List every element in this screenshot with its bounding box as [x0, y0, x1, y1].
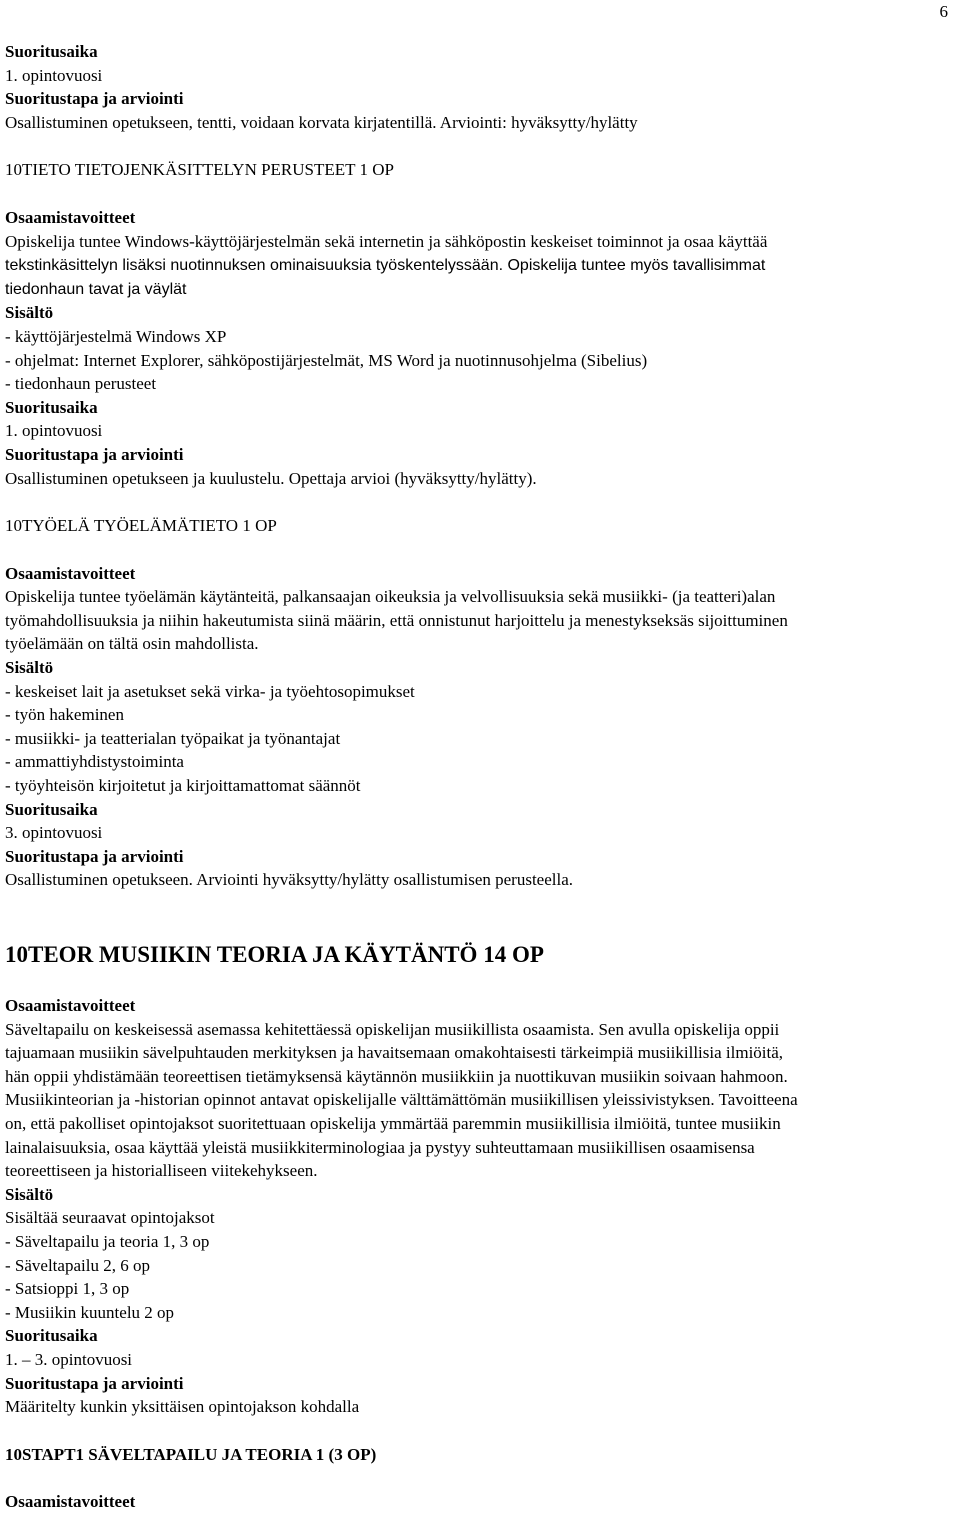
- osaamistavoitteet-line: [5, 253, 957, 278]
- sisalto-item: - tiedonhaun perusteet: [5, 374, 157, 394]
- label-osaamistavoitteet: Osaamistavoitteet: [5, 563, 136, 583]
- osaamistavoitteet-line: Säveltapailu on keskeisessä asemassa kehitettäessä opiskelijan musiikillista osaamista. Sen avulla opiskelija oppii: [5, 1019, 780, 1039]
- label-osaamistavoitteet: Osaamistavoitteet: [5, 1492, 136, 1512]
- osaamistavoitteet-text: Opiskelija tuntee myös tavallisimmat: [503, 257, 766, 275]
- suoritusaika-value: 1. opintovuosi: [5, 421, 103, 441]
- sisalto-item: - ammattiyhdistystoiminta: [5, 752, 184, 772]
- osaamistavoitteet-line: hän oppii yhdistämään teoreettisen tietämyksensä käytännön musiikkiin ja nuottikuvan musiikin soivaan hahmoon.: [5, 1066, 788, 1086]
- label-osaamistavoitteet: Osaamistavoitteet: [5, 996, 136, 1015]
- section-heading: 10TIETO TIETOJENKÄSITTELYN PERUSTEET 1 OP: [5, 160, 394, 180]
- osaamistavoitteet-line: tajuamaan musiikin sävelpuhtauden merkityksen ja havaitsemaan omakohtaisesti tärkeimpiä musiikillisia ilmiöitä,: [5, 1043, 784, 1063]
- sisalto-item: - keskeiset lait ja asetukset sekä virka- ja työehtosopimukset: [5, 681, 415, 701]
- label-suoritusaika: Suoritusaika: [5, 397, 98, 417]
- suoritustapa-value: Määritelty kunkin yksittäisen opintojakson kohdalla: [5, 1397, 360, 1417]
- section-previous-course: [5, 40, 957, 134]
- osaamistavoitteet-text: tekstinkäsittelyn lisäksi nuotinnuksen ominaisuuksia työskentelyssään.: [5, 257, 504, 275]
- section-10teor: [5, 940, 957, 1419]
- suoritusaika-value: 3. opintovuosi: [5, 823, 103, 843]
- sisalto-item: - Satsioppi 1, 3 op: [5, 1279, 130, 1299]
- osaamistavoitteet-line: työelämään on tältä osin mahdollista.: [5, 634, 259, 654]
- osaamistavoitteet-line: tiedonhaun tavat ja väylät: [5, 280, 187, 298]
- section-heading: 10STAPT1 SÄVELTAPAILU JA TEORIA 1 (3 OP): [5, 1444, 377, 1464]
- osaamistavoitteet-line: on, että pakolliset opintojaksot suoritettuaan opiskelija ymmärtää paremmin musiikillisia ilmiöitä, tuntee musiikin: [5, 1113, 781, 1133]
- label-osaamistavoitteet: Osaamistavoitteet: [5, 207, 136, 227]
- osaamistavoitteet-line: Musiikinteorian ja -historian opinnot antavat opiskelijalle välttämättömän musiikillisen yleissivistyksen. Tavoitteena: [5, 1090, 798, 1110]
- label-suoritustapa: Suoritustapa ja arviointi: [5, 89, 184, 109]
- label-sisalto: Sisältö: [5, 658, 54, 678]
- sisalto-item: - työn hakeminen: [5, 705, 124, 725]
- label-sisalto: Sisältö: [5, 1184, 54, 1204]
- section-10stapt1: [5, 1443, 957, 1514]
- section-heading: 10TEOR MUSIIKIN TEORIA JA KÄYTÄNTÖ 14 OP: [5, 942, 544, 967]
- osaamistavoitteet-line: lainalaisuuksia, osaa käyttää yleistä musiikkiterminologiaa ja pystyy suhteuttamaan musiikillisen osaamisensa: [5, 1137, 755, 1157]
- sisalto-item: Sisältää seuraavat opintojaksot: [5, 1208, 215, 1228]
- label-suoritusaika: Suoritusaika: [5, 799, 98, 819]
- sisalto-item: - Säveltapailu ja teoria 1, 3 op: [5, 1231, 210, 1251]
- page-number: 6: [939, 2, 948, 21]
- osaamistavoitteet-line: teoreettiseen ja historialliseen viitekehykseen.: [5, 1161, 318, 1181]
- section-heading: 10TYÖELÄ TYÖELÄMÄTIETO 1 OP: [5, 516, 277, 536]
- label-suoritusaika: Suoritusaika: [5, 42, 98, 61]
- suoritustapa-value: Osallistuminen opetukseen ja kuulustelu. Opettaja arvioi (hyväksytty/hylätty).: [5, 468, 537, 488]
- osaamistavoitteet-line: Opiskelija tuntee työelämän käytänteitä, palkansaajan oikeuksia ja velvollisuuksia sekä musiikki- (ja teatteri)alan: [5, 587, 776, 607]
- osaamistavoitteet-line: työmahdollisuuksia ja niihin hakeutumista siinä määrin, että onnistunut harjoittelu ja menestykseksäs sijoittuminen: [5, 610, 788, 630]
- label-suoritustapa: Suoritustapa ja arviointi: [5, 444, 184, 464]
- sisalto-item: - ohjelmat: Internet Explorer, sähköpostijärjestelmät, MS Word ja nuotinnusohjelma (Sibelius): [5, 350, 648, 370]
- sisalto-item: - Musiikin kuuntelu 2 op: [5, 1302, 175, 1322]
- label-suoritustapa: Suoritustapa ja arviointi: [5, 1373, 184, 1393]
- document-body: [5, 40, 957, 1514]
- suoritustapa-value: Osallistuminen opetukseen, tentti, voidaan korvata kirjatentillä. Arviointi: hyväksytty/hylätty: [5, 112, 638, 132]
- suoritustapa-value: Osallistuminen opetukseen. Arviointi hyväksytty/hylätty osallistumisen perusteella.: [5, 870, 574, 890]
- label-sisalto: Sisältö: [5, 303, 54, 323]
- section-10tyoela: [5, 514, 957, 892]
- sisalto-item: - käyttöjärjestelmä Windows XP: [5, 326, 227, 346]
- sisalto-item: - musiikki- ja teatterialan työpaikat ja työnantajat: [5, 728, 341, 748]
- suoritusaika-value: 1. opintovuosi: [5, 65, 103, 85]
- sisalto-item: - työyhteisön kirjoitetut ja kirjoittamattomat säännöt: [5, 776, 361, 796]
- sisalto-item: - Säveltapailu 2, 6 op: [5, 1255, 150, 1275]
- label-suoritusaika: Suoritusaika: [5, 1326, 98, 1346]
- section-10tieto: [5, 158, 957, 490]
- osaamistavoitteet-line: Opiskelija tuntee Windows-käyttöjärjestelmän sekä internetin ja sähköpostin keskeiset toiminnot ja osaa käyttää: [5, 231, 768, 251]
- suoritusaika-value: 1. – 3. opintovuosi: [5, 1349, 133, 1369]
- label-suoritustapa: Suoritustapa ja arviointi: [5, 846, 184, 866]
